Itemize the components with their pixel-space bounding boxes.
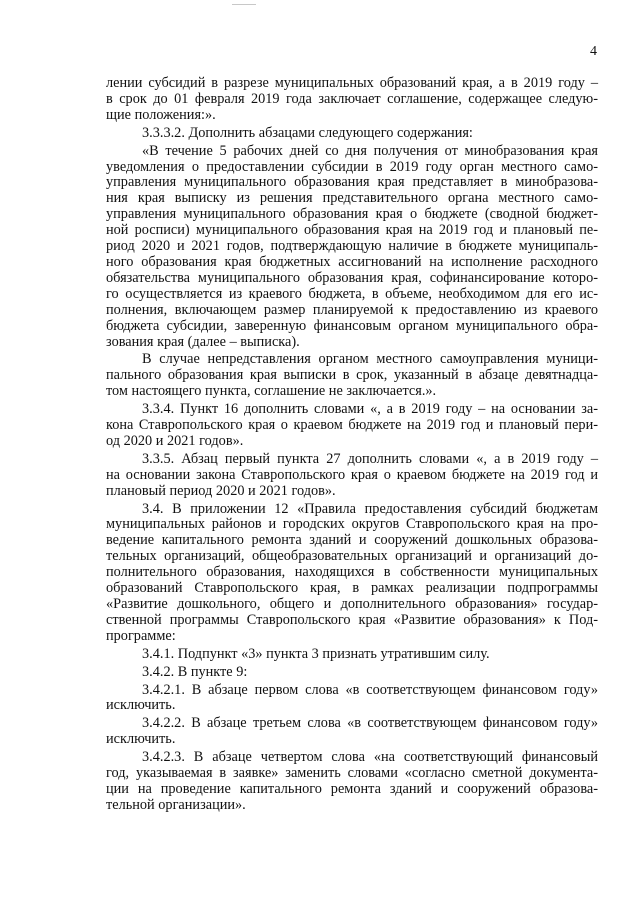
paragraph <box>106 502 598 645</box>
text-line: го осуществляется из краевого бюджета, в объеме, необходимом для его ис- <box>106 285 598 302</box>
text-line: 3.4.2.3. В абзаце четвертом слова «на соответствующий финансовый <box>142 749 598 766</box>
text-line: 3.3.5. Абзац первый пункта 27 дополнить словами «, а в 2019 году – <box>142 450 598 467</box>
text-line: 3.3.3.2. Дополнить абзацами следующего содержания: <box>142 124 473 141</box>
document-body <box>106 76 598 814</box>
text-line: кона Ставропольского края о краевом бюджете на 2019 год и плановый пери- <box>106 417 598 434</box>
paragraph <box>106 402 598 450</box>
paragraph <box>106 144 598 351</box>
text-line: 3.3.4. Пункт 16 дополнить словами «, а в 2019 году – на основании за- <box>142 401 598 418</box>
page-number: 4 <box>590 44 597 59</box>
text-line: риод 2020 и 2021 годов, подтверждающую наличие в бюджете муниципаль- <box>106 238 598 255</box>
text-line: од 2020 и 2021 годов». <box>106 432 244 449</box>
paragraph <box>106 665 598 681</box>
text-line: управления муниципального образования края представляет в минобразова- <box>106 174 598 191</box>
text-line: ния края выписку из решения представительного органа местного само- <box>106 190 598 207</box>
scan-mark <box>232 4 256 5</box>
text-line: муниципальных районов и городских округов Ставропольского края на про- <box>106 516 598 533</box>
paragraph <box>106 76 598 124</box>
text-line: образований Ставропольского края, в рамках реализации подпрограммы <box>106 580 598 597</box>
text-line: 3.4.2.2. В абзаце третьем слова «в соответствующем финансовом году» <box>142 715 598 732</box>
text-line: в срок до 01 февраля 2019 года заключает соглашение, содержащее следую- <box>106 90 598 107</box>
text-line: управления муниципального образования края о бюджете (сводной бюджет- <box>106 206 598 223</box>
text-line: полнения, включающем размер планируемой к предоставлению из краевого <box>106 301 598 318</box>
text-line: том настоящего пункта, соглашение не заключается.». <box>106 383 437 400</box>
text-line: пального образования края выписки в срок, указанный в абзаце девятнадца- <box>106 367 598 384</box>
text-line: 3.4.1. Подпункт «3» пункта 3 признать утратившим силу. <box>142 645 490 662</box>
text-line: 3.4. В приложении 12 «Правила предоставления субсидий бюджетам <box>142 500 598 517</box>
text-line: обязательства муниципального образования края, софинансирование которо- <box>106 269 598 286</box>
text-line: 3.4.2. В пункте 9: <box>142 663 248 680</box>
text-line: ного образования края бюджетных ассигнований на исполнение расходного <box>106 253 598 270</box>
text-line: уведомления о предоставлении субсидии в 2019 году орган местного само- <box>106 158 598 175</box>
text-line: ственной программы Ставропольского края «Развитие образования» к Под- <box>106 611 598 628</box>
paragraph <box>106 683 598 715</box>
text-line: полнительного образования, находящихся в собственности муниципальных <box>106 564 598 581</box>
paragraph <box>106 647 598 663</box>
text-line: исключить. <box>106 731 176 748</box>
text-line: щие положения:». <box>106 106 216 123</box>
text-line: тельной организации». <box>106 796 246 813</box>
text-line: бюджета субсидии, заверенную финансовым органом муниципального обра- <box>106 317 598 334</box>
text-line: зования края (далее – выписка). <box>106 333 300 350</box>
text-line: лении субсидий в разрезе муниципальных образований края, а в 2019 году – <box>106 75 598 91</box>
text-line: ведение капитального ремонта зданий и сооружений дошкольных образова- <box>106 532 598 549</box>
text-line: В случае непредставления органом местного самоуправления муници- <box>142 351 598 368</box>
text-line: плановый период 2020 и 2021 годов». <box>106 482 336 499</box>
paragraph <box>106 126 598 142</box>
paragraph <box>106 452 598 500</box>
text-line: исключить. <box>106 697 176 714</box>
text-line: на основании закона Ставропольского края о краевом бюджете на 2019 год и <box>106 466 598 483</box>
paragraph <box>106 750 598 814</box>
paragraph <box>106 716 598 748</box>
text-line: ции на проведение капитального ремонта зданий и сооружений образова- <box>106 780 598 797</box>
text-line: год, указываемая в заявке» заменить словами «согласно сметной документа- <box>106 765 598 782</box>
text-line: 3.4.2.1. В абзаце первом слова «в соответствующем финансовом году» <box>142 681 598 698</box>
text-line: программе: <box>106 627 176 644</box>
text-line: тельных организаций, общеобразовательных организаций и организаций до- <box>106 548 598 565</box>
text-line: «Развитие дошкольного, общего и дополнительного образования» государ- <box>106 596 598 612</box>
text-line: ной росписи) муниципального образования края на 2019 год и плановый пе- <box>106 222 598 239</box>
paragraph <box>106 352 598 400</box>
text-line: «В течение 5 рабочих дней со дня получения от минобразования края <box>142 142 598 159</box>
